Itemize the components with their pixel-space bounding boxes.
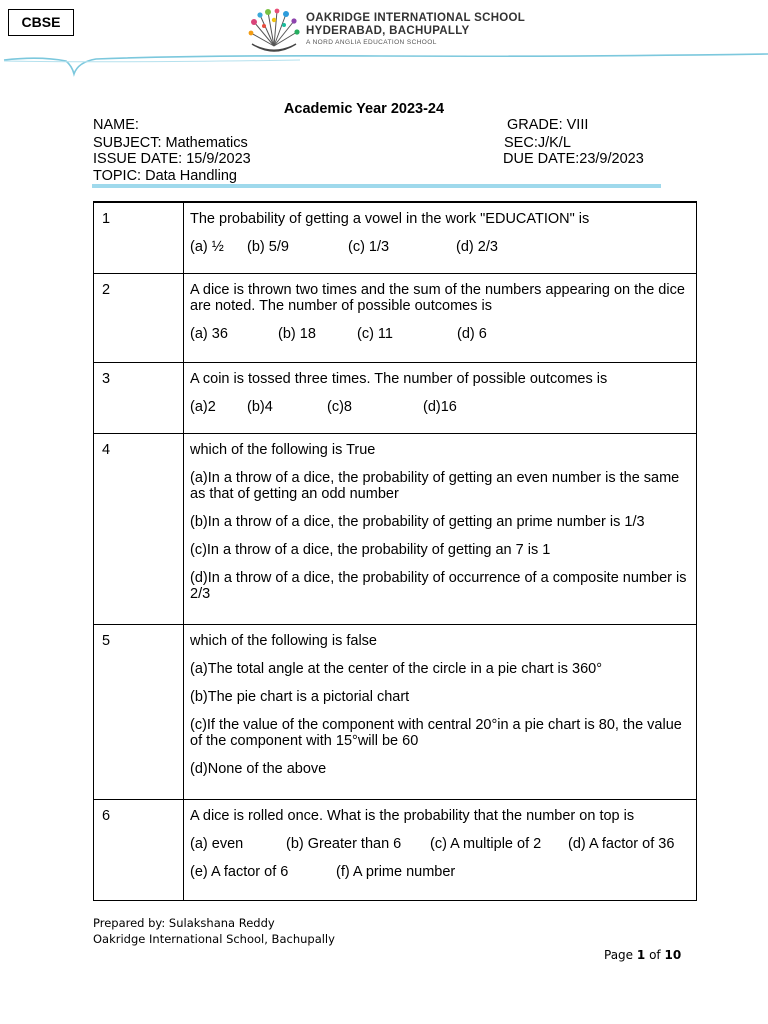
option: (b) Greater than 6 <box>286 835 402 852</box>
question-options <box>190 326 690 342</box>
question-number: 3 <box>94 362 184 433</box>
question-options <box>190 836 690 852</box>
cbse-badge: CBSE <box>8 9 74 36</box>
grade: GRADE: VIII <box>507 117 589 133</box>
questions-table <box>93 201 697 901</box>
question-body <box>184 624 697 799</box>
question-number: 2 <box>94 273 184 362</box>
header-underline-bar <box>92 184 661 188</box>
school-campus: HYDERABAD, BACHUPALLY <box>306 24 470 37</box>
school-logo-icon <box>246 8 302 54</box>
question-statement: (d)In a throw of a dice, the probability of occurrence of a composite number is 2/3 <box>190 569 687 602</box>
question-row <box>94 433 697 624</box>
question-statement: (a)In a throw of a dice, the probability of getting an even number is the same as that of getting an odd number <box>190 469 680 502</box>
page-of: of <box>649 948 661 962</box>
option: (a) ½ <box>190 239 224 255</box>
header-wave-divider <box>0 52 768 82</box>
question-text: A dice is thrown two times and the sum of the numbers appearing on the dice are noted. The number of possible outcomes is <box>190 281 685 314</box>
question-statement: (a)The total angle at the center of the circle in a pie chart is 360° <box>190 660 603 677</box>
question-text: which of the following is True <box>190 441 376 458</box>
academic-year: Academic Year 2023-24 <box>283 101 445 117</box>
school-name: OAKRIDGE INTERNATIONAL SCHOOL <box>306 12 526 24</box>
option: (b)4 <box>247 398 273 415</box>
option: (a)2 <box>190 398 216 415</box>
question-statement: (c)If the value of the component with central 20°in a pie chart is 80, the value of the component with 15°will be 60 <box>190 716 682 749</box>
page-current: 1 <box>636 948 646 962</box>
question-number: 6 <box>94 799 184 900</box>
question-body <box>184 433 697 624</box>
option: (d)16 <box>423 398 457 415</box>
question-options <box>190 239 690 255</box>
page-word: Page <box>604 948 634 962</box>
question-row <box>94 202 697 273</box>
option: (b) 5/9 <box>247 239 289 255</box>
topic: TOPIC: Data Handling <box>93 168 237 184</box>
issue-date: ISSUE DATE: 15/9/2023 <box>93 151 251 167</box>
question-body <box>184 273 697 362</box>
option: (b) 18 <box>278 325 316 342</box>
prepared-by: Prepared by: Sulakshana Reddy <box>93 916 275 930</box>
question-body <box>184 799 697 900</box>
question-options <box>190 399 690 415</box>
question-statement: (d)None of the above <box>190 760 327 777</box>
question-row <box>94 273 697 362</box>
due-date: DUE DATE:23/9/2023 <box>503 151 644 167</box>
option: (d) A factor of 36 <box>568 835 675 852</box>
question-row <box>94 624 697 799</box>
question-text: A coin is tossed three times. The number of possible outcomes is <box>190 370 608 387</box>
subject: SUBJECT: Mathematics <box>93 135 248 151</box>
school-header <box>306 13 525 47</box>
question-row <box>94 799 697 900</box>
option: (d) 2/3 <box>456 239 498 255</box>
option: (a) even <box>190 835 244 852</box>
question-text: The probability of getting a vowel in the work "EDUCATION" is <box>190 211 590 227</box>
option: (f) A prime number <box>336 863 456 880</box>
page-total: 10 <box>664 948 682 962</box>
question-row <box>94 362 697 433</box>
question-text: which of the following is false <box>190 632 377 649</box>
school-tagline: A NORD ANGLIA EDUCATION SCHOOL <box>306 39 437 46</box>
section: SEC:J/K/L <box>504 135 571 151</box>
question-statement: (c)In a throw of a dice, the probability of getting an 7 is 1 <box>190 541 551 558</box>
option: (c) 1/3 <box>348 239 390 255</box>
question-number: 1 <box>94 202 184 273</box>
question-body <box>184 362 697 433</box>
option: (d) 6 <box>457 325 487 342</box>
option: (c) 11 <box>357 325 393 342</box>
option: (e) A factor of 6 <box>190 863 289 880</box>
question-statement: (b)The pie chart is a pictorial chart <box>190 688 410 705</box>
option: (c)8 <box>327 398 352 415</box>
question-text: A dice is rolled once. What is the probability that the number on top is <box>190 807 635 824</box>
question-statement: (b)In a throw of a dice, the probability of getting an prime number is 1/3 <box>190 513 645 530</box>
name-label: NAME: <box>93 117 139 133</box>
option: (a) 36 <box>190 325 228 342</box>
question-options <box>190 864 690 880</box>
school-line: Oakridge International School, Bachupally <box>93 932 335 946</box>
option: (c) A multiple of 2 <box>430 835 542 852</box>
question-body <box>184 202 697 273</box>
question-number: 4 <box>94 433 184 624</box>
page-number <box>604 948 681 962</box>
question-number: 5 <box>94 624 184 799</box>
